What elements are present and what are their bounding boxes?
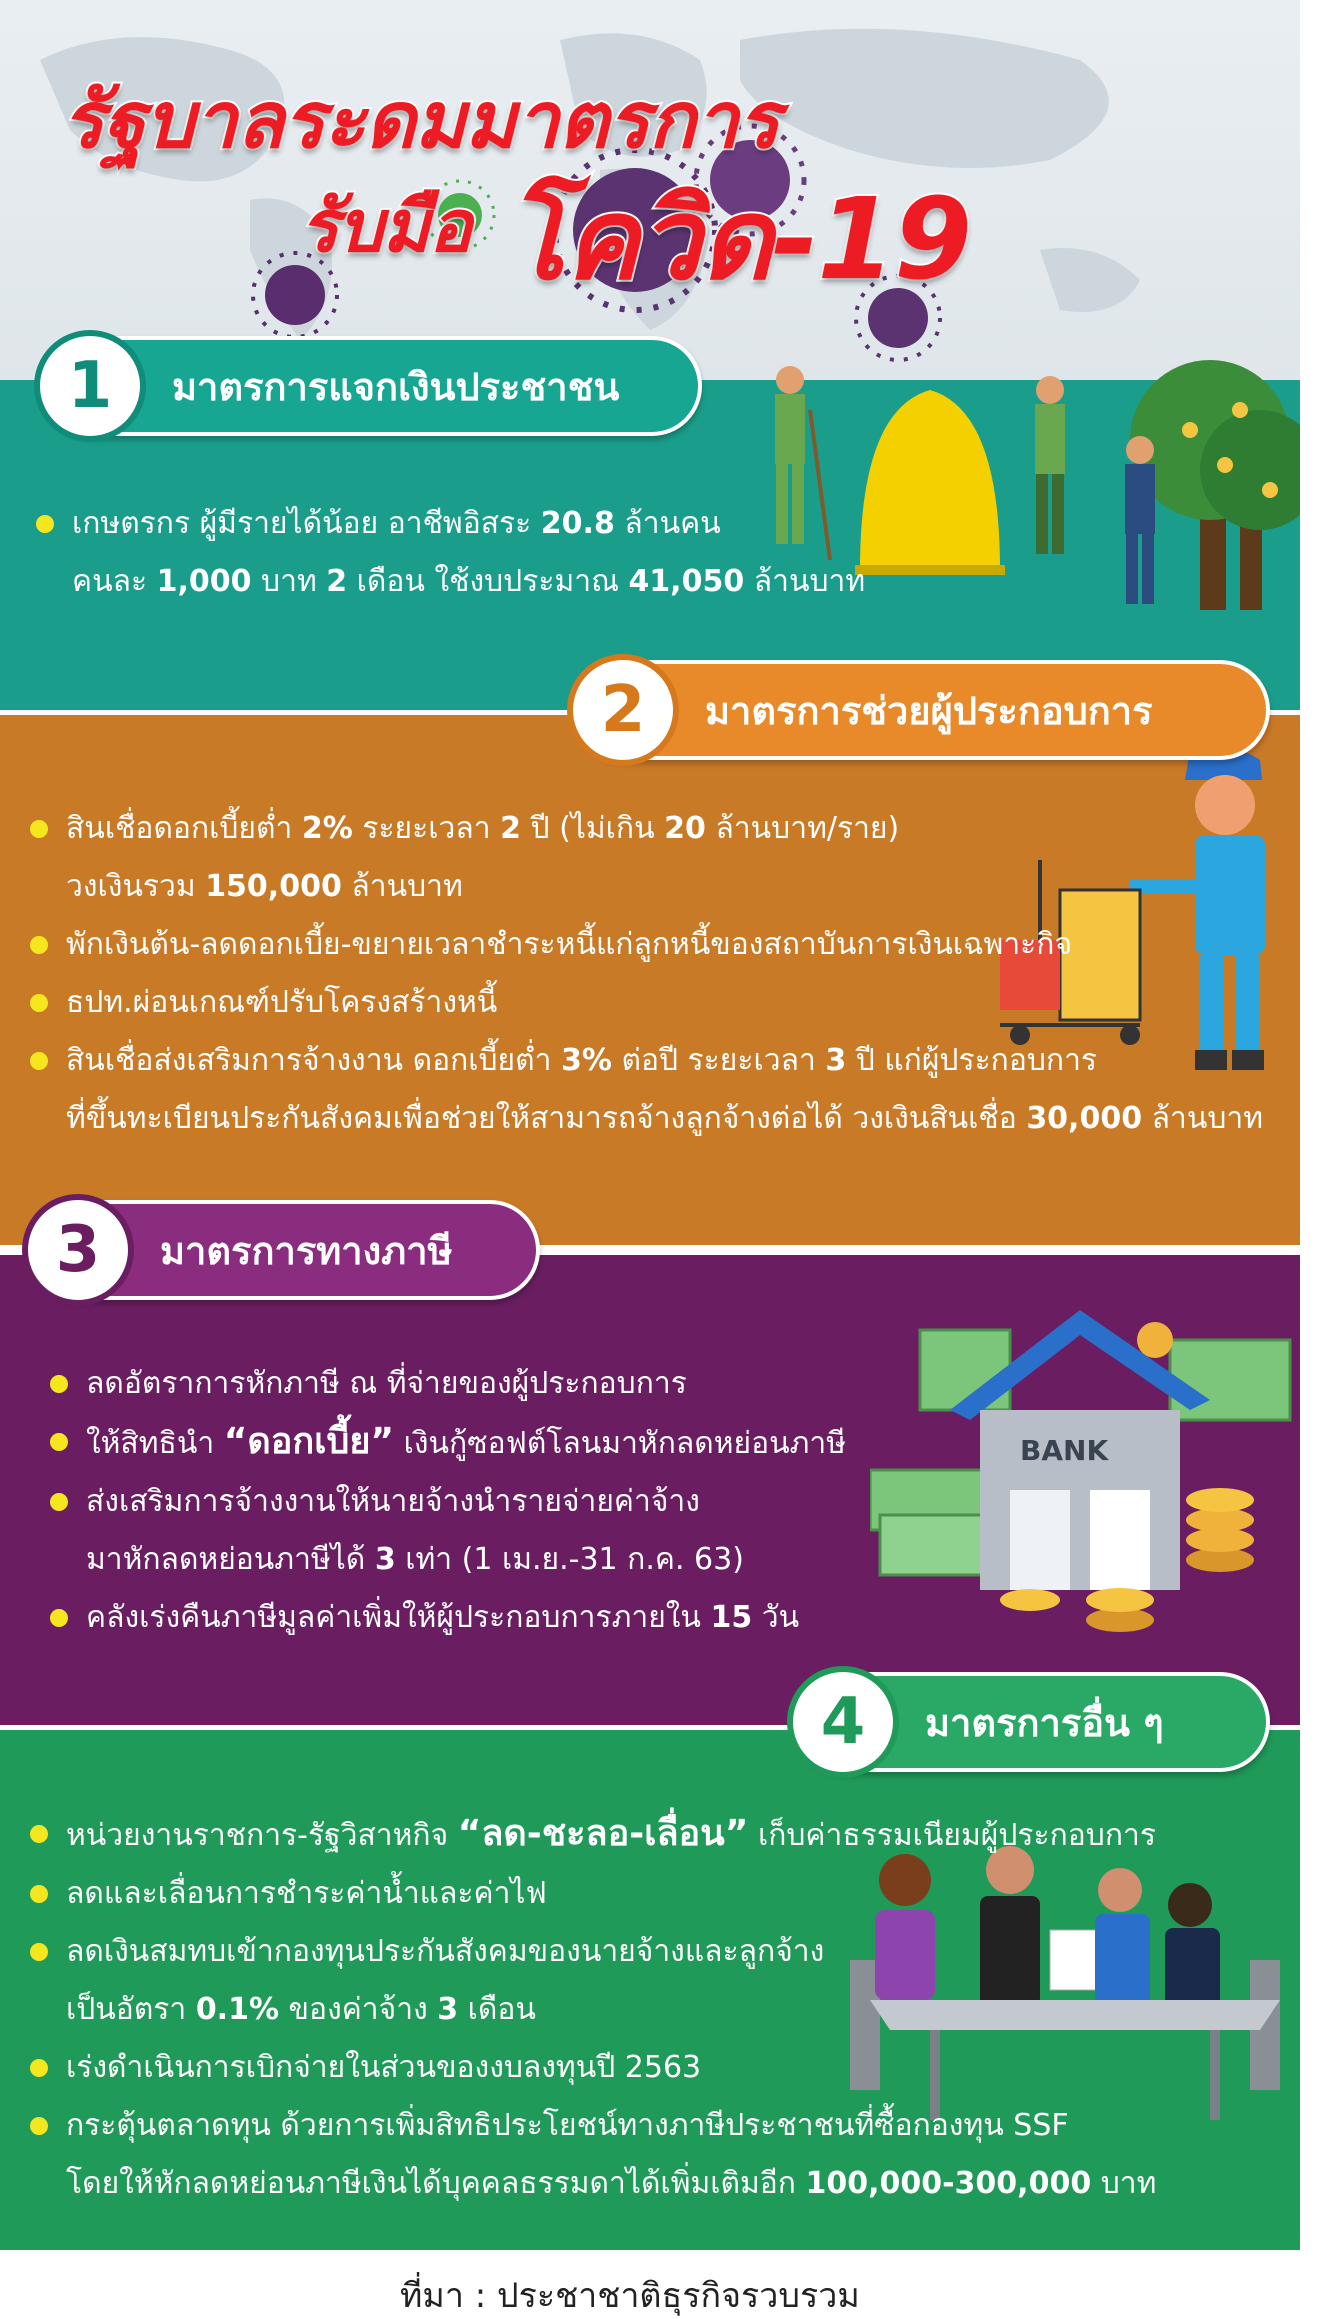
list-item-continuation bbox=[50, 1531, 846, 1589]
list-item bbox=[30, 2097, 1156, 2155]
bank-illustration bbox=[870, 1300, 1300, 1660]
item-text: เดือน bbox=[458, 1992, 536, 2027]
item-text: ต่อปี ระยะเวลา bbox=[611, 1043, 826, 1078]
section-2-heading bbox=[575, 660, 1270, 760]
item-text: เป็นอัตรา bbox=[66, 1992, 196, 2027]
haystack-icon bbox=[855, 390, 1005, 575]
section-3-title: มาตรการทางภาษี bbox=[160, 1228, 453, 1273]
page-title-line2b: โควิด-19 bbox=[505, 175, 972, 305]
item-text: บาท bbox=[1091, 2166, 1157, 2201]
section-2-title: มาตรการช่วยผู้ประกอบการ bbox=[705, 688, 1153, 733]
item-text: สินเชื่อส่งเสริมการจ้างงาน ดอกเบี้ยต่ำ bbox=[66, 1043, 561, 1078]
item-text: ล้านบาท/ราย) bbox=[705, 811, 900, 846]
header bbox=[0, 0, 1300, 380]
item-text: ปี (ไม่เกิน bbox=[521, 811, 665, 846]
item-text: ปี แก่ผู้ประกอบการ bbox=[846, 1043, 1098, 1078]
item-text: ล้านคน bbox=[614, 506, 721, 541]
item-text: เก็บค่าธรรมเนียมผู้ประกอบการ bbox=[748, 1818, 1156, 1853]
item-text: ระยะเวลา bbox=[352, 811, 501, 846]
item-text: ธปท.ผ่อนเกณฑ์ปรับโครงสร้างหนี้ bbox=[66, 985, 498, 1020]
item-text: ให้สิทธินำ bbox=[86, 1426, 224, 1461]
list-item bbox=[50, 1413, 846, 1473]
item-text: ส่งเสริมการจ้างงานให้นายจ้างนำรายจ่ายค่าจ้าง bbox=[86, 1484, 700, 1519]
highlight-value: “ลด-ชะลอ-เลื่อน” bbox=[457, 1813, 749, 1854]
bank-sign: BANK bbox=[1020, 1434, 1109, 1467]
item-text: เกษตรกร ผู้มีรายได้น้อย อาชีพอิสระ bbox=[72, 506, 541, 541]
tree-icon bbox=[1130, 360, 1300, 610]
item-text: เดือน ใช้งบประมาณ bbox=[347, 564, 629, 599]
item-text: เร่งดำเนินการเบิกจ่ายในส่วนของงบลงทุนปี 2563 bbox=[66, 2050, 702, 2085]
highlight-value: 3 bbox=[825, 1043, 847, 1078]
highlight-value: 20 bbox=[664, 811, 706, 846]
list-item-continuation bbox=[30, 1090, 1263, 1148]
section-1-title: มาตรการแจกเงินประชาชน bbox=[172, 364, 620, 409]
highlight-value: 2 bbox=[326, 564, 348, 599]
list-item bbox=[30, 974, 1263, 1032]
item-text: มาหักลดหย่อนภาษีได้ bbox=[86, 1542, 375, 1577]
item-text: ของค่าจ้าง bbox=[279, 1992, 438, 2027]
item-text: หน่วยงานราชการ-รัฐวิสาหกิจ bbox=[66, 1818, 458, 1853]
item-text: กระตุ้นตลาดทุน ด้วยการเพิ่มสิทธิประโยชน์ทางภาษีประชาชนที่ซื้อกองทุน SSF bbox=[66, 2108, 1069, 2143]
section-2-number: 2 bbox=[567, 654, 679, 766]
item-text: วัน bbox=[752, 1600, 800, 1635]
item-text: วงเงินรวม bbox=[66, 869, 206, 904]
highlight-value: 0.1% bbox=[195, 1992, 280, 2027]
highlight-value: 100,000-300,000 bbox=[805, 2166, 1092, 2201]
item-text: คลังเร่งคืนภาษีมูลค่าเพิ่มให้ผู้ประกอบการภายใน bbox=[86, 1600, 711, 1635]
list-item bbox=[30, 1923, 1156, 1981]
item-text: เท่า (1 เม.ย.-31 ก.ค. 63) bbox=[395, 1542, 744, 1577]
item-text: ลดเงินสมทบเข้ากองทุนประกันสังคมของนายจ้างและลูกจ้าง bbox=[66, 1934, 825, 1969]
item-text: โดยให้หักลดหย่อนภาษีเงินได้บุคคลธรรมดาได้เพิ่มเติมอีก bbox=[66, 2166, 806, 2201]
list-item bbox=[30, 1032, 1263, 1090]
highlight-value: 150,000 bbox=[205, 869, 342, 904]
list-item-continuation bbox=[30, 858, 1263, 916]
section-4-heading bbox=[795, 1672, 1270, 1772]
section-2-list bbox=[30, 800, 1263, 1148]
highlight-value: 3 bbox=[374, 1542, 396, 1577]
item-text: ลดอัตราการหักภาษี ณ ที่จ่ายของผู้ประกอบการ bbox=[86, 1366, 687, 1401]
highlight-value: 3 bbox=[437, 1992, 459, 2027]
item-text: ล้านบาท bbox=[341, 869, 463, 904]
list-item-continuation bbox=[36, 553, 865, 611]
section-3-number: 3 bbox=[22, 1194, 134, 1306]
item-text: ลดและเลื่อนการชำระค่าน้ำและค่าไฟ bbox=[66, 1876, 547, 1911]
item-text: เงินกู้ซอฟต์โลนมาหักลดหย่อนภาษี bbox=[394, 1426, 847, 1461]
list-item bbox=[30, 1805, 1156, 1865]
list-item bbox=[30, 2039, 1156, 2097]
item-text: บาท bbox=[251, 564, 327, 599]
list-item-continuation bbox=[30, 2155, 1156, 2213]
highlight-value: 2 bbox=[500, 811, 521, 846]
list-item bbox=[36, 495, 865, 553]
list-item bbox=[30, 916, 1263, 974]
highlight-value: “ดอกเบี้ย” bbox=[223, 1421, 395, 1462]
list-item bbox=[50, 1355, 846, 1413]
item-text: ล้านบาท bbox=[744, 564, 866, 599]
item-text: สินเชื่อดอกเบี้ยต่ำ bbox=[66, 811, 302, 846]
list-item bbox=[30, 1865, 1156, 1923]
item-text: ที่ขึ้นทะเบียนประกันสังคมเพื่อช่วยให้สามารถจ้างลูกจ้างต่อได้ วงเงินสินเชื่อ bbox=[66, 1101, 1027, 1136]
list-item bbox=[50, 1589, 846, 1647]
section-1-number: 1 bbox=[34, 330, 146, 442]
page-title-line1: รัฐบาลระดมมาตรการ bbox=[62, 76, 779, 166]
item-text: คนละ bbox=[72, 564, 157, 599]
list-item bbox=[50, 1473, 846, 1531]
farmer-icon bbox=[1035, 376, 1065, 554]
section-4-number: 4 bbox=[787, 1666, 899, 1778]
highlight-value: 20.8 bbox=[540, 506, 615, 541]
section-1-list bbox=[36, 495, 865, 611]
highlight-value: 1,000 bbox=[156, 564, 252, 599]
section-3-list bbox=[50, 1355, 846, 1647]
page-title-line2a: รับมือ bbox=[300, 184, 472, 268]
highlight-value: 3% bbox=[561, 1043, 612, 1078]
item-text: ล้านบาท bbox=[1142, 1101, 1264, 1136]
item-text: พักเงินต้น-ลดดอกเบี้ย-ขยายเวลาชำระหนี้แก่ลูกหนี้ของสถาบันการเงินเฉพาะกิจ bbox=[66, 927, 1073, 962]
highlight-value: 41,050 bbox=[628, 564, 745, 599]
list-item-continuation bbox=[30, 1981, 1156, 2039]
section-3-heading bbox=[30, 1200, 540, 1300]
highlight-value: 2% bbox=[301, 811, 353, 846]
highlight-value: 15 bbox=[710, 1600, 753, 1635]
source-credit: ที่มา : ประชาชาติธุรกิจรวบรวม bbox=[400, 2276, 860, 2316]
list-item bbox=[30, 800, 1263, 858]
section-1-heading bbox=[42, 336, 702, 436]
section-4-list bbox=[30, 1805, 1156, 2213]
highlight-value: 30,000 bbox=[1026, 1101, 1143, 1136]
section-4-title: มาตรการอื่น ๆ bbox=[925, 1700, 1164, 1745]
